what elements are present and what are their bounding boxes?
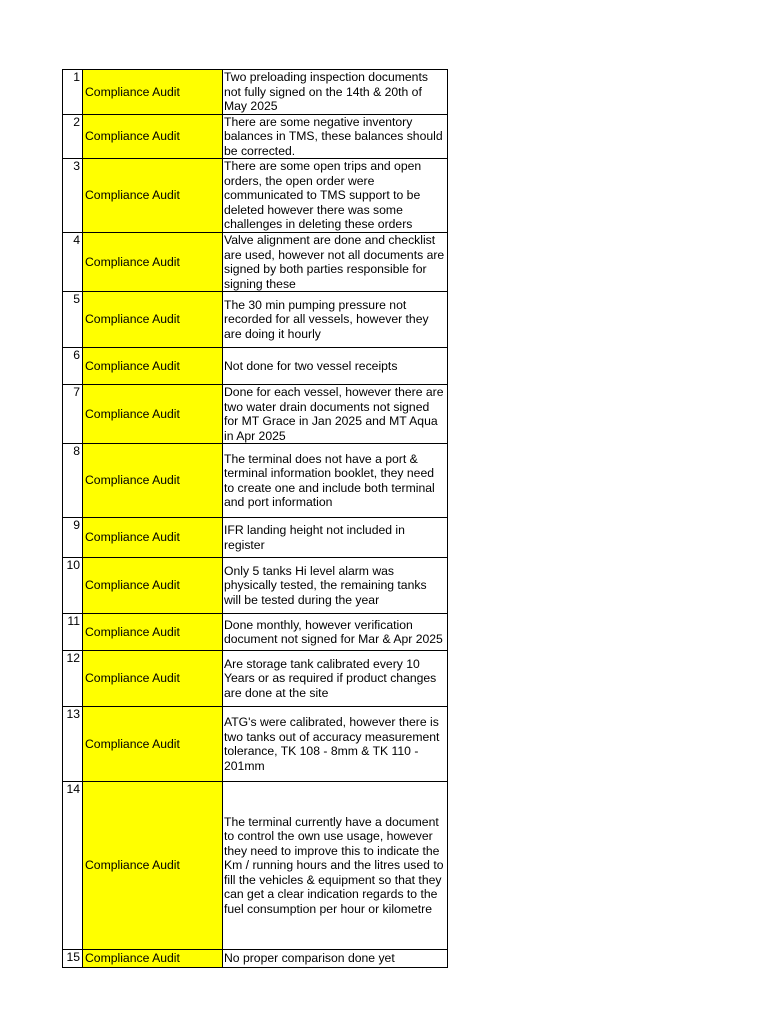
description-cell <box>223 385 448 444</box>
row-number-cell: 11 <box>63 614 83 651</box>
table-row <box>63 385 448 444</box>
description-cell <box>223 444 448 518</box>
category-cell: Compliance Audit <box>83 114 223 159</box>
category-cell: Compliance Audit <box>83 782 223 950</box>
table-row <box>63 782 448 950</box>
table-row <box>63 114 448 159</box>
category-cell: Compliance Audit <box>83 651 223 707</box>
description-cell <box>223 159 448 233</box>
category-cell: Compliance Audit <box>83 950 223 968</box>
table-row <box>63 707 448 782</box>
category-cell: Compliance Audit <box>83 614 223 651</box>
description-text: Done for each vessel, however there are two water drain documents not signed for MT Grace in Jan 2025 and MT Aqua in Apr 2025 <box>224 385 444 443</box>
category-cell: Compliance Audit <box>83 558 223 614</box>
row-number-cell: 15 <box>63 950 83 968</box>
description-cell <box>223 950 448 968</box>
category-cell: Compliance Audit <box>83 348 223 385</box>
table-row <box>63 518 448 558</box>
description-cell <box>223 114 448 159</box>
row-number-cell: 13 <box>63 707 83 782</box>
category-cell: Compliance Audit <box>83 444 223 518</box>
table-row <box>63 348 448 385</box>
description-text: IFR landing height not included in register <box>224 523 405 552</box>
row-number-cell: 5 <box>63 292 83 348</box>
category-cell: Compliance Audit <box>83 233 223 292</box>
table-row <box>63 444 448 518</box>
table-row <box>63 950 448 968</box>
description-text: No proper comparison done yet <box>224 951 395 966</box>
category-cell: Compliance Audit <box>83 385 223 444</box>
description-cell <box>223 292 448 348</box>
category-cell: Compliance Audit <box>83 518 223 558</box>
description-text: There are some open trips and open orders, the open order were communicated to TMS support to be deleted however there was some challenges in deleting these orders <box>224 159 422 232</box>
description-text: Two preloading inspection documents not fully signed on the 14th & 20th of May 2025 <box>224 70 428 113</box>
table-row <box>63 159 448 233</box>
description-cell <box>223 782 448 950</box>
description-cell <box>223 707 448 782</box>
description-text: Done monthly, however verification document not signed for Mar & Apr 2025 <box>224 617 443 646</box>
row-number-cell: 7 <box>63 385 83 444</box>
row-number-cell: 14 <box>63 782 83 950</box>
row-number-cell: 2 <box>63 114 83 159</box>
table-row <box>63 651 448 707</box>
table-row <box>63 558 448 614</box>
description-text: The terminal currently have a document to control the own use usage, however they need to improve this to indicate the Km / running hours and the litres used to fill the vehicles & equipment so that they can get a clear indication regards to the fuel consumption per hour or kilometre <box>224 814 444 916</box>
table-row <box>63 614 448 651</box>
table-row <box>63 70 448 115</box>
description-cell <box>223 558 448 614</box>
category-cell: Compliance Audit <box>83 292 223 348</box>
row-number-cell: 6 <box>63 348 83 385</box>
row-number-cell: 9 <box>63 518 83 558</box>
description-text: Valve alignment are done and checklist are used, however not all documents are signed by both parties responsible for signing these <box>224 233 445 291</box>
description-text: The 30 min pumping pressure not recorded for all vessels, however they are doing it hourly <box>224 297 429 341</box>
description-text: Only 5 tanks Hi level alarm was physically tested, the remaining tanks will be tested during the year <box>224 563 427 607</box>
description-cell <box>223 614 448 651</box>
description-text: Are storage tank calibrated every 10 Years or as required if product changes are done at the site <box>224 656 437 700</box>
row-number-cell: 8 <box>63 444 83 518</box>
description-text: There are some negative inventory balances in TMS, these balances should be corrected. <box>224 114 443 158</box>
category-cell: Compliance Audit <box>83 707 223 782</box>
description-cell <box>223 348 448 385</box>
row-number-cell: 12 <box>63 651 83 707</box>
description-text: The terminal does not have a port & terminal information booklet, they need to create one and include both terminal and port information <box>224 451 435 509</box>
description-cell <box>223 651 448 707</box>
row-number-cell: 1 <box>63 70 83 115</box>
description-cell <box>223 70 448 115</box>
category-cell: Compliance Audit <box>83 70 223 115</box>
description-cell <box>223 518 448 558</box>
audit-findings-table <box>62 69 448 968</box>
row-number-cell: 3 <box>63 159 83 233</box>
table-row <box>63 233 448 292</box>
row-number-cell: 4 <box>63 233 83 292</box>
category-cell: Compliance Audit <box>83 159 223 233</box>
description-cell <box>223 233 448 292</box>
description-text: ATG's were calibrated, however there is two tanks out of accuracy measurement tolerance, TK 108 - 8mm & TK 110 - 201mm <box>224 715 440 773</box>
row-number-cell: 10 <box>63 558 83 614</box>
table-row <box>63 292 448 348</box>
description-text: Not done for two vessel receipts <box>224 358 398 373</box>
